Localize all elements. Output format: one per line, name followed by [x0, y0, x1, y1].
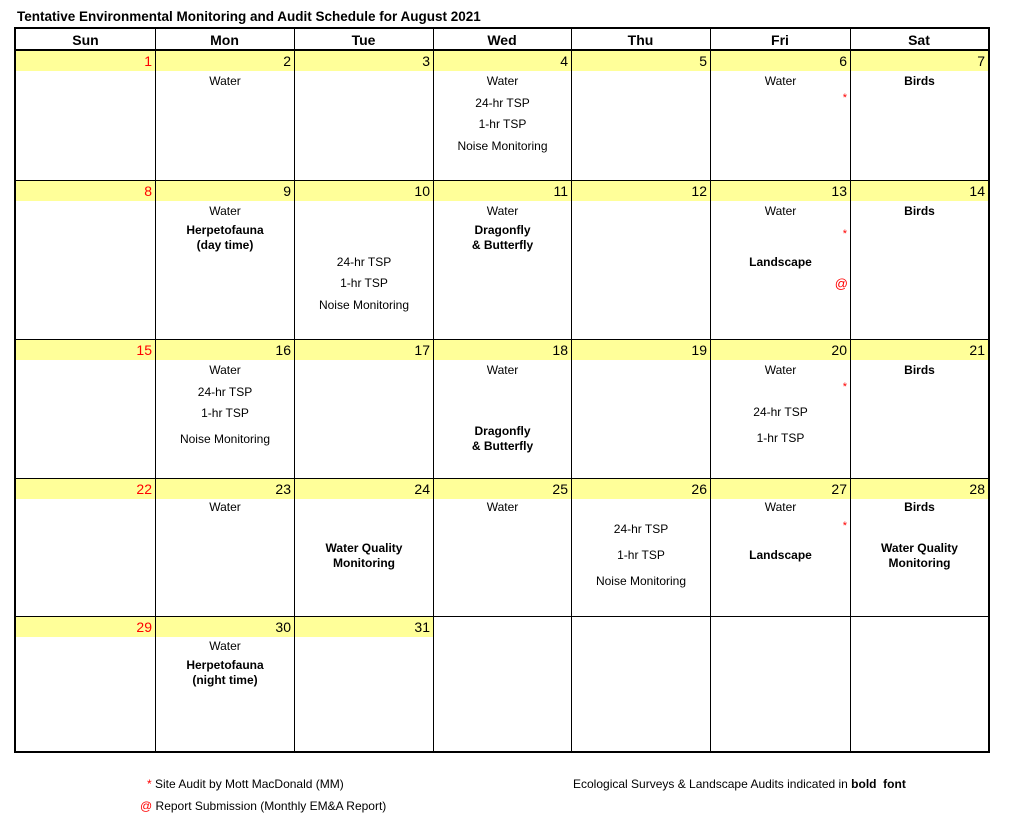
calendar-grid — [14, 27, 990, 753]
day-cell-26 — [572, 479, 710, 616]
schedule-item: Water — [486, 204, 519, 218]
day-number: 22 — [16, 479, 155, 499]
schedule-item: 1-hr TSP — [478, 117, 527, 131]
day-number: 15 — [16, 340, 155, 360]
day-cell-6 — [711, 51, 850, 180]
schedule-item: Herpetofauna — [186, 658, 264, 672]
legend-site-audit — [147, 777, 344, 791]
day-number: 23 — [156, 479, 294, 499]
day-cell-29 — [16, 617, 155, 751]
schedule-item: & Butterfly — [471, 238, 534, 252]
day-cell-23 — [156, 479, 294, 616]
day-cell-5 — [572, 51, 710, 180]
day-number: 24 — [295, 479, 433, 499]
day-cell-15 — [16, 340, 155, 478]
page-title: Tentative Environmental Monitoring and Audit Schedule for August 2021 — [17, 9, 481, 24]
weekday-wed: Wed — [487, 32, 517, 48]
site-audit-marker: * — [842, 520, 847, 532]
schedule-item: Birds — [904, 74, 935, 88]
schedule-item: Noise Monitoring — [457, 139, 548, 153]
legend-site-audit-text: Site Audit by Mott MacDonald (MM) — [155, 777, 344, 791]
weekday-mon: Mon — [210, 32, 239, 48]
schedule-item: & Butterfly — [471, 439, 534, 453]
schedule-item: 24-hr TSP — [613, 522, 669, 536]
day-number: 10 — [295, 181, 433, 201]
schedule-item: Birds — [904, 204, 935, 218]
site-audit-marker: * — [842, 228, 847, 240]
day-cell-20 — [711, 340, 850, 478]
schedule-item: Noise Monitoring — [595, 574, 687, 588]
legend-bold-suffix: font — [883, 777, 906, 791]
report-submission-marker: @ — [834, 276, 848, 291]
schedule-item: Water — [209, 500, 241, 514]
day-number: 21 — [851, 340, 988, 360]
day-cell-3 — [295, 51, 433, 180]
site-audit-marker: * — [842, 381, 847, 393]
weekday-fri: Fri — [771, 32, 789, 48]
day-number: 17 — [295, 340, 433, 360]
weekday-sun: Sun — [72, 32, 99, 48]
day-cell-30 — [156, 617, 294, 751]
day-cell-11 — [434, 181, 571, 339]
weekday-thu: Thu — [627, 32, 654, 48]
at-marker: @ — [140, 799, 153, 813]
day-number: 8 — [16, 181, 155, 201]
schedule-item: Water — [764, 500, 797, 514]
day-number: 30 — [156, 617, 294, 637]
day-number: 9 — [156, 181, 294, 201]
schedule-item: Monitoring — [333, 556, 395, 570]
schedule-item: 24-hr TSP — [336, 255, 392, 269]
day-number: 4 — [434, 51, 571, 71]
schedule-item: Herpetofauna — [186, 223, 264, 237]
schedule-item: Noise Monitoring — [179, 432, 271, 446]
schedule-item: Monitoring — [888, 556, 951, 570]
schedule-item: (night time) — [192, 673, 258, 687]
day-cell-27 — [711, 479, 850, 616]
day-number: 16 — [156, 340, 294, 360]
schedule-item: Water Quality — [881, 541, 958, 555]
day-cell-13 — [711, 181, 850, 339]
day-number: 14 — [851, 181, 988, 201]
day-cell-10 — [295, 181, 433, 339]
day-cell-12 — [572, 181, 710, 339]
schedule-item: 1-hr TSP — [201, 406, 249, 420]
schedule-item: Water — [764, 204, 797, 218]
schedule-item: Birds — [904, 363, 935, 377]
day-cell-17 — [295, 340, 433, 478]
day-number: 13 — [711, 181, 850, 201]
day-cell-28 — [851, 479, 988, 616]
day-number: 6 — [711, 51, 850, 71]
day-cell-14 — [851, 181, 988, 339]
schedule-item: Water — [486, 74, 519, 88]
day-cell-9 — [156, 181, 294, 339]
schedule-item: Dragonfly — [474, 424, 531, 438]
schedule-item: Noise Monitoring — [318, 298, 410, 312]
schedule-item: Water — [209, 204, 241, 218]
schedule-item: 1-hr TSP — [756, 431, 805, 445]
day-cell-7 — [851, 51, 988, 180]
day-number: 2 — [156, 51, 294, 71]
day-cell-4 — [434, 51, 571, 180]
schedule-item: Water — [209, 639, 241, 653]
day-number: 3 — [295, 51, 433, 71]
day-cell-31 — [295, 617, 433, 751]
legend-bold-word: bold — [851, 777, 877, 791]
schedule-item: 24-hr TSP — [475, 96, 530, 110]
schedule-item: Landscape — [749, 548, 812, 562]
schedule-item: (day time) — [196, 238, 254, 252]
day-number: 27 — [711, 479, 850, 499]
schedule-item: 1-hr TSP — [617, 548, 665, 562]
day-number: 31 — [295, 617, 433, 637]
legend-report-submission — [140, 799, 386, 813]
day-cell-8 — [16, 181, 155, 339]
asterisk-marker: * — [147, 777, 152, 791]
day-number: 5 — [572, 51, 710, 71]
day-number: 20 — [711, 340, 850, 360]
day-number: 28 — [851, 479, 988, 499]
day-cell-16 — [156, 340, 294, 478]
day-cell-24 — [295, 479, 433, 616]
weekday-sat: Sat — [908, 32, 930, 48]
weekday-header-row — [16, 29, 988, 51]
schedule-item: Water — [764, 74, 797, 88]
schedule-item: Water — [209, 363, 241, 377]
day-cell-19 — [572, 340, 710, 478]
schedule-item: Dragonfly — [474, 223, 531, 237]
legend-report-submission-text: Report Submission (Monthly EM&A Report) — [155, 799, 387, 813]
schedule-item: 24-hr TSP — [197, 385, 253, 399]
day-cell-1 — [16, 51, 155, 180]
day-number: 29 — [16, 617, 155, 637]
day-cell-25 — [434, 479, 571, 616]
day-cell-2 — [156, 51, 294, 180]
weekday-tue: Tue — [351, 32, 376, 48]
day-cell-18 — [434, 340, 571, 478]
day-number: 11 — [434, 181, 571, 201]
day-number: 1 — [16, 51, 155, 71]
day-number: 18 — [434, 340, 571, 360]
day-number: 7 — [851, 51, 988, 71]
day-cell-22 — [16, 479, 155, 616]
schedule-item: Birds — [904, 500, 935, 514]
day-number: 26 — [572, 479, 710, 499]
schedule-item: Landscape — [749, 255, 812, 269]
day-number: 25 — [434, 479, 571, 499]
site-audit-marker: * — [842, 92, 847, 104]
schedule-item: 24-hr TSP — [753, 405, 808, 419]
legend-bold-prefix: Ecological Surveys & Landscape Audits indicated in — [573, 777, 852, 791]
schedule-item: Water Quality — [325, 541, 403, 555]
schedule-item: Water — [486, 500, 519, 514]
schedule-item: 1-hr TSP — [340, 276, 388, 290]
legend-bold-note — [573, 777, 906, 791]
day-number: 19 — [572, 340, 710, 360]
schedule-item: Water — [209, 74, 241, 88]
schedule-item: Water — [486, 363, 519, 377]
schedule-item: Water — [764, 363, 797, 377]
day-number: 12 — [572, 181, 710, 201]
day-cell-21 — [851, 340, 988, 478]
